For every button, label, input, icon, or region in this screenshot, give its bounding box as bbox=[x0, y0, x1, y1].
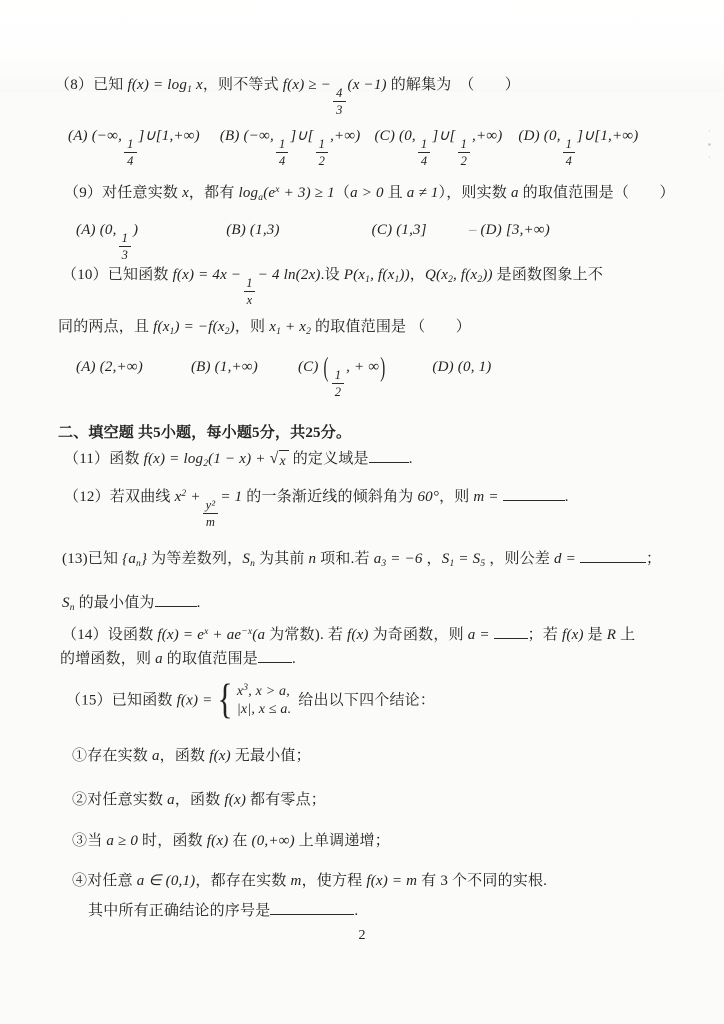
question-14-text-line-1: （14）设函数 $f(x) = e^x + ae^{-x}(a$ 为常数). 若 f(x) 为奇函数，则 a = ；若 f(x) 是 R 上 bbox=[62, 624, 635, 646]
answer-blank bbox=[258, 648, 292, 663]
question-9-options: (A) (0, $\frac{1}{3}$ ) (B) (1,3) (C) (1,3] – (D) [3,+∞) bbox=[76, 222, 550, 262]
conclusion-1: ①存在实数 a，函数 f(x) 无最小值； bbox=[72, 748, 311, 764]
fraction: $\frac{1}{3}$ bbox=[119, 232, 131, 261]
section-2-header: 二、填空题 共5小题，每小题5分，共25分。 bbox=[58, 425, 352, 441]
question-8-text: （8）已知 $f(x) = \log_1 x$，则不等式 f(x) ≥ − $\frac{4}{3}$ (x −1) 的解集为 （ ） bbox=[55, 77, 521, 117]
fraction: $\frac{\text{y²}}{m}$ bbox=[203, 499, 219, 528]
fraction: $\frac{1}{2}$ bbox=[458, 138, 470, 167]
question-12-text: （12）若双曲线 $x^2$ + $\frac{\text{y²}}{m}$ = 1 的一条渐近线的倾斜角为 60°，则 m = . bbox=[64, 486, 569, 528]
answer-blank bbox=[580, 548, 646, 563]
fraction: $\frac{1}{2}$ bbox=[332, 369, 344, 398]
fraction: $\frac{4}{3}$ bbox=[333, 87, 345, 116]
question-10-text-line-2: 同的两点，且 $f(x_1) = -f(x_2)$，则 $x_1 + x_2$ 的取值范围是 （ ） bbox=[58, 319, 471, 337]
answer-blank bbox=[270, 900, 354, 915]
answer-prompt: 其中所有正确结论的序号是 . bbox=[88, 900, 358, 922]
fraction: $\frac{1}{4}$ bbox=[124, 138, 136, 167]
answer-blank bbox=[155, 592, 197, 607]
question-15-text: （15）已知函数 f(x) = { $x^3$, x > a, |x|, x ≤ a. 给出以下四个结论： bbox=[66, 677, 436, 723]
question-8-options: (A) (−∞, $\frac{1}{4}$ ]∪[1,+∞) (B) (−∞, $\frac{1}{4}$ ]∪[ $\frac{1}{2}$ ,+∞) (C) (0, $\frac{1}{4}$ ]∪[ $\frac{1}{2}$ ,+∞) (D) (0, $\frac{1}{4}$ ]∪[1,+∞) bbox=[68, 128, 639, 168]
fraction: $\frac{1}{4}$ bbox=[276, 138, 288, 167]
conclusion-2: ②对任意实数 a，函数 f(x) 都有零点； bbox=[72, 792, 326, 808]
question-14-text-line-2: 的增函数，则 a 的取值范围是 . bbox=[60, 648, 296, 670]
page-number: 2 bbox=[358, 928, 366, 943]
question-10-text-line-1: （10）已知函数 f(x) = 4x − $\frac{1}{x}$ − 4 ln(2x).设 $P(x_1$, $f(x_1)$)，$Q(x_2$, $f(x_2)$) 是函数图象上不 bbox=[62, 267, 604, 307]
conclusion-4: ④对任意 a ∈ (0,1)，都存在实数 m，使方程 f(x) = m 有 3 个不同的实根. bbox=[72, 873, 548, 889]
question-13-text-line-1: (13)已知 $\{a_n\}$ 为等差数列，$S_n$ 为其前 n 项和.若 $a_3 = -6$ ，$S_1 = S_5$ ，则公差 d = ； bbox=[62, 548, 661, 570]
piecewise-cases: { $x^3$, x > a, |x|, x ≤ a. bbox=[217, 677, 292, 723]
question-9-text: （9）对任意实数 x，都有 $\log_a(e^x + 3) \ge 1(a > 0$ 且 a ≠ 1），则实数 a 的取值范围是（ ） bbox=[64, 185, 675, 203]
scan-artifact: · ▪ · bbox=[708, 127, 711, 162]
sqrt-expression: √ x bbox=[270, 450, 289, 470]
question-10-options: (A) (2,+∞) (B) (1,+∞) (C) ( $\frac{1}{2}$ , + ∞) (D) (0, 1) bbox=[76, 353, 492, 399]
fraction: $\frac{1}{x}$ bbox=[243, 277, 255, 306]
answer-blank bbox=[369, 448, 409, 463]
question-13-text-line-2: $S_n$ 的最小值为 . bbox=[62, 592, 201, 614]
fraction: $\frac{1}{2}$ bbox=[316, 138, 328, 167]
question-11-text: （11）函数 $f(x) = \log_2(1 - x)$ + √ x 的定义域是 . bbox=[64, 450, 413, 469]
conclusion-3: ③当 a ≥ 0 时，函数 f(x) 在 (0,+∞) 上单调递增； bbox=[72, 833, 390, 849]
answer-blank bbox=[494, 624, 528, 639]
answer-blank bbox=[503, 486, 565, 501]
fraction: $\frac{1}{4}$ bbox=[418, 138, 430, 167]
fraction: $\frac{1}{4}$ bbox=[563, 138, 575, 167]
